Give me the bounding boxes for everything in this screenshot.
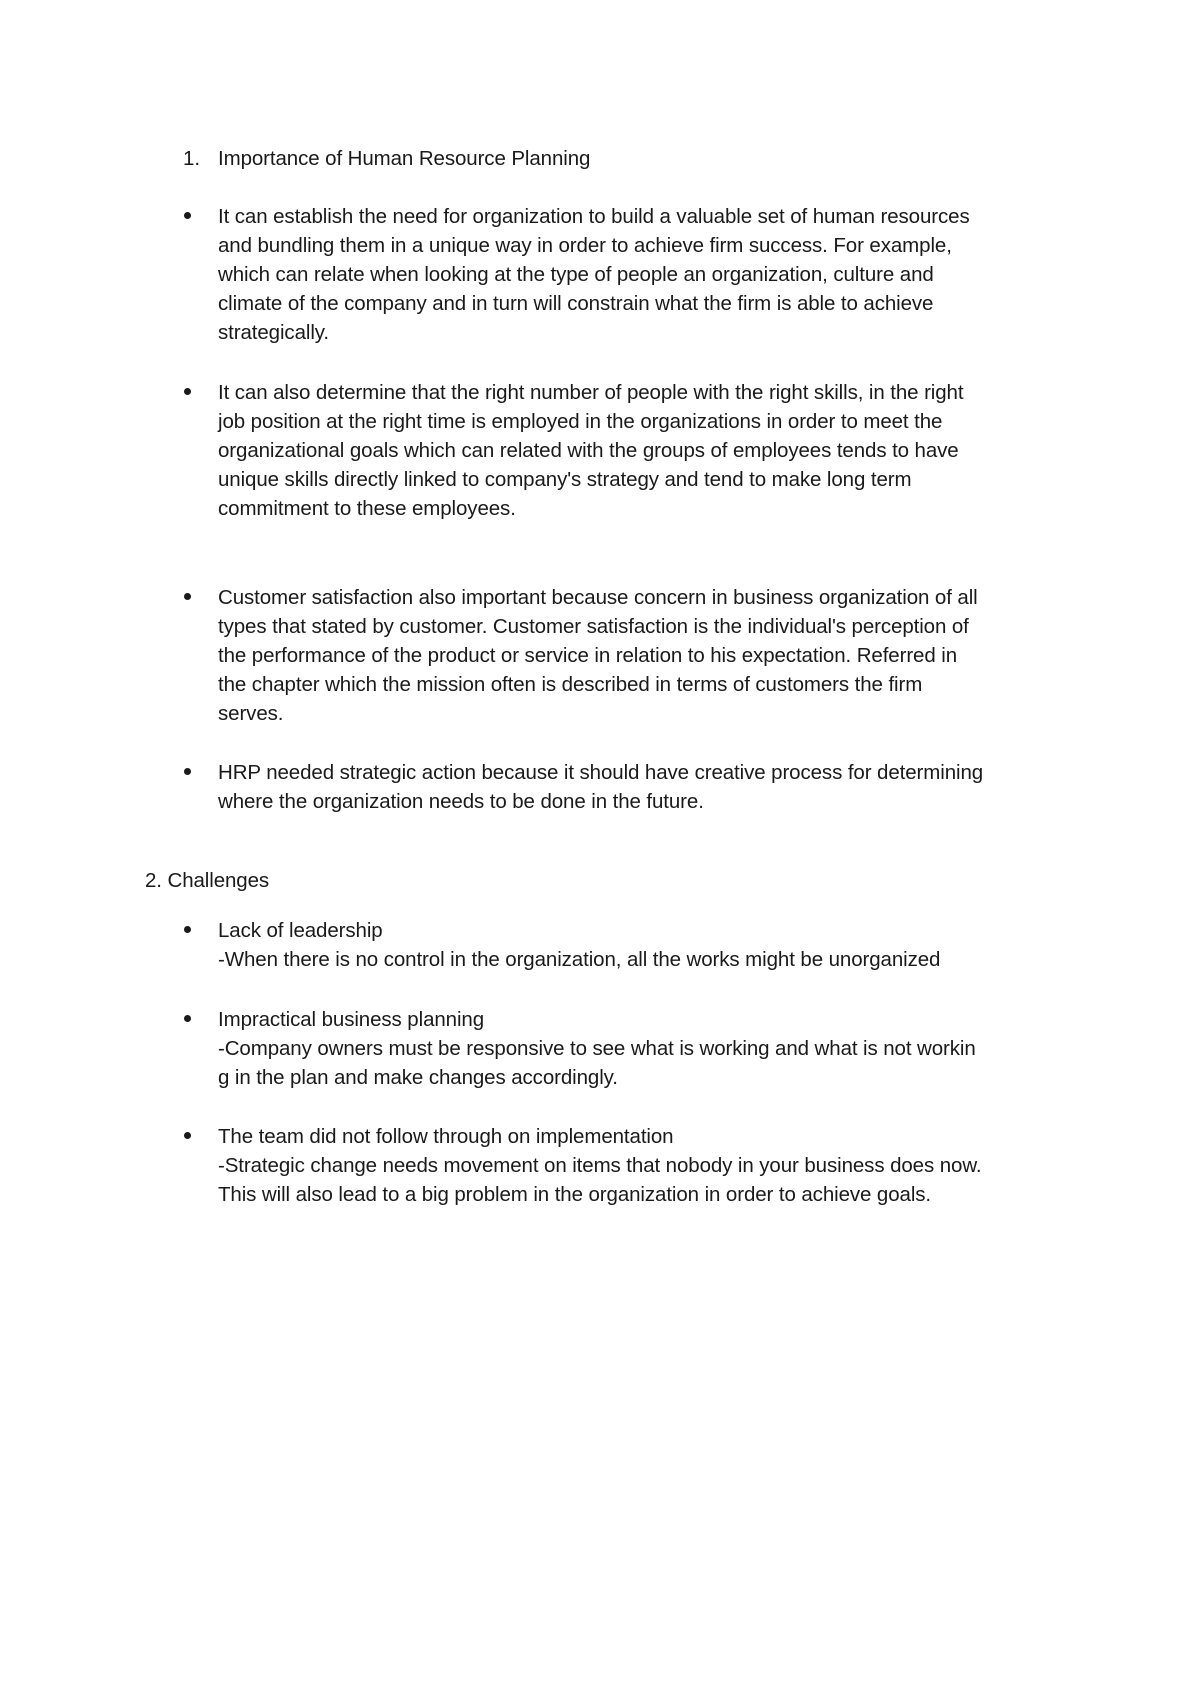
paragraph-line: organizational goals which can related with the groups of employees tends to have <box>218 439 959 462</box>
section-2-heading: 2. Challenges <box>145 869 270 892</box>
paragraph-line: commitment to these employees. <box>218 497 516 520</box>
paragraph-line: The team did not follow through on implementation <box>218 1125 674 1148</box>
paragraph-line: climate of the company and in turn will constrain what the firm is able to achieve <box>218 292 934 315</box>
bullet-icon <box>184 1132 191 1139</box>
paragraph-line: and bundling them in a unique way in order to achieve firm success. For example, <box>218 234 952 257</box>
bullet-icon <box>184 926 191 933</box>
paragraph-line: the performance of the product or service in relation to his expectation. Referred in <box>218 644 958 667</box>
paragraph-line: Customer satisfaction also important because concern in business organization of all <box>218 586 978 609</box>
paragraph-line: This will also lead to a big problem in the organization in order to achieve goals. <box>218 1183 932 1206</box>
section-1-heading: Importance of Human Resource Planning <box>218 147 591 170</box>
bullet-icon <box>184 388 191 395</box>
paragraph-line: -When there is no control in the organization, all the works might be unorganized <box>218 948 941 971</box>
paragraph-line: It can establish the need for organization to build a valuable set of human resources <box>218 205 970 228</box>
bullet-icon <box>184 768 191 775</box>
paragraph-line: Impractical business planning <box>218 1008 485 1031</box>
paragraph-line: the chapter which the mission often is described in terms of customers the firm <box>218 673 923 696</box>
paragraph-line: -Strategic change needs movement on items that nobody in your business does now. <box>218 1154 982 1177</box>
paragraph-line: Lack of leadership <box>218 919 383 942</box>
paragraph-line: which can relate when looking at the type of people an organization, culture and <box>218 263 934 286</box>
paragraph-line: job position at the right time is employed in the organizations in order to meet the <box>218 410 943 433</box>
bullet-icon <box>184 593 191 600</box>
paragraph-line: strategically. <box>218 321 330 344</box>
paragraph-line: unique skills directly linked to company's strategy and tend to make long term <box>218 468 912 491</box>
paragraph-line: -Company owners must be responsive to see what is working and what is not workin <box>218 1037 976 1060</box>
paragraph-line: It can also determine that the right number of people with the right skills, in the right <box>218 381 964 404</box>
paragraph-line: g in the plan and make changes accordingly. <box>218 1066 618 1089</box>
section-1-number: 1. <box>183 147 201 170</box>
paragraph-line: types that stated by customer. Customer satisfaction is the individual's perception of <box>218 615 969 638</box>
paragraph-line: where the organization needs to be done in the future. <box>218 790 704 813</box>
bullet-icon <box>184 212 191 219</box>
bullet-icon <box>184 1015 191 1022</box>
paragraph-line: serves. <box>218 702 284 725</box>
paragraph-line: HRP needed strategic action because it should have creative process for determining <box>218 761 984 784</box>
